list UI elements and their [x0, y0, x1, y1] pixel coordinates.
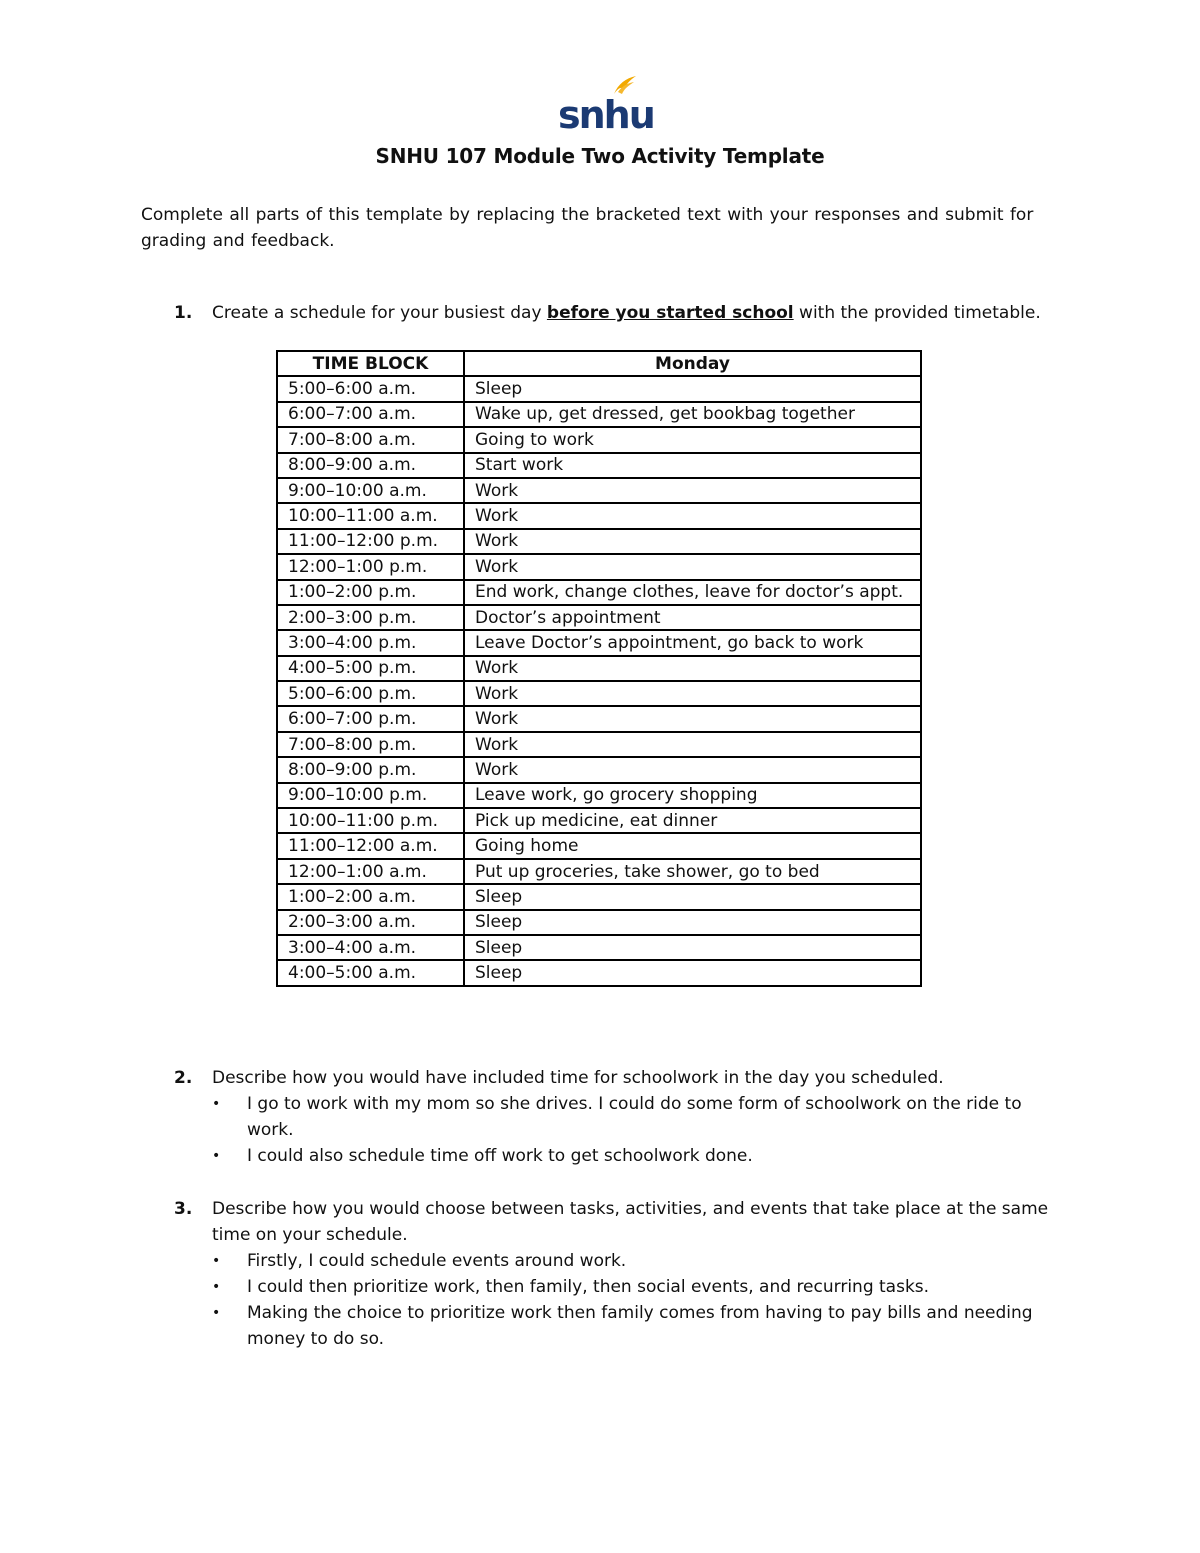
table-row — [277, 783, 921, 808]
table-row — [277, 402, 921, 427]
schedule-body — [277, 376, 921, 985]
column-header-day: Monday — [464, 351, 921, 376]
question-3 — [174, 1196, 1067, 1352]
column-header-time-block: TIME BLOCK — [277, 351, 464, 376]
time-block-cell: 10:00–11:00 p.m. — [277, 808, 464, 833]
activity-cell: Put up groceries, take shower, go to bed — [464, 859, 921, 884]
activity-cell: Work — [464, 757, 921, 782]
activity-cell: Work — [464, 503, 921, 528]
bullet-icon: • — [212, 1279, 221, 1295]
answer-text: I go to work with my mom so she drives. I could do some form of schoolwork on the ride to work. — [247, 1094, 1022, 1140]
table-row — [277, 503, 921, 528]
time-block-cell: 3:00–4:00 a.m. — [277, 935, 464, 960]
activity-cell: Pick up medicine, eat dinner — [464, 808, 921, 833]
question-text-part: Create a schedule for your busiest day — [212, 303, 547, 323]
activity-cell: Start work — [464, 453, 921, 478]
table-row — [277, 859, 921, 884]
time-block-cell: 3:00–4:00 p.m. — [277, 630, 464, 655]
answer-list — [212, 1248, 1067, 1352]
list-item — [212, 1274, 1067, 1300]
time-block-cell: 6:00–7:00 a.m. — [277, 402, 464, 427]
time-block-cell: 2:00–3:00 a.m. — [277, 910, 464, 935]
answer-text: I could then prioritize work, then family, then social events, and recurring tasks. — [247, 1277, 930, 1297]
table-row — [277, 910, 921, 935]
table-row — [277, 757, 921, 782]
document-title: SNHU 107 Module Two Activity Template — [375, 144, 825, 168]
table-row — [277, 706, 921, 731]
list-item — [212, 1143, 1067, 1169]
table-row — [277, 960, 921, 985]
time-block-cell: 1:00–2:00 a.m. — [277, 884, 464, 909]
time-block-cell: 12:00–1:00 a.m. — [277, 859, 464, 884]
activity-cell: Sleep — [464, 376, 921, 401]
activity-cell: Work — [464, 732, 921, 757]
table-row — [277, 427, 921, 452]
question-2 — [174, 1065, 1067, 1169]
table-row — [277, 453, 921, 478]
question-number: 3. — [174, 1199, 193, 1219]
bullet-icon: • — [212, 1148, 221, 1164]
time-block-cell: 1:00–2:00 p.m. — [277, 580, 464, 605]
table-row — [277, 732, 921, 757]
table-row — [277, 376, 921, 401]
table-row — [277, 554, 921, 579]
time-block-cell: 10:00–11:00 a.m. — [277, 503, 464, 528]
question-text: Describe how you would choose between tasks, activities, and events that take place at the same time on your schedule. — [212, 1199, 1049, 1245]
table-row — [277, 935, 921, 960]
activity-cell: Wake up, get dressed, get bookbag together — [464, 402, 921, 427]
activity-cell: Leave work, go grocery shopping — [464, 783, 921, 808]
time-block-cell: 9:00–10:00 a.m. — [277, 478, 464, 503]
answer-list — [212, 1091, 1067, 1169]
activity-cell: Work — [464, 529, 921, 554]
table-row — [277, 656, 921, 681]
intro-instructions: Complete all parts of this template by replacing the bracketed text with your responses and submit for grading and feedback. — [141, 205, 1034, 251]
time-block-cell: 12:00–1:00 p.m. — [277, 554, 464, 579]
time-block-cell: 4:00–5:00 p.m. — [277, 656, 464, 681]
table-row — [277, 529, 921, 554]
answer-text: Making the choice to prioritize work then family comes from having to pay bills and needing money to do so. — [247, 1303, 1033, 1349]
table-row — [277, 681, 921, 706]
table-row — [277, 630, 921, 655]
time-block-cell: 7:00–8:00 a.m. — [277, 427, 464, 452]
activity-cell: Leave Doctor’s appointment, go back to work — [464, 630, 921, 655]
question-number: 2. — [174, 1068, 193, 1088]
activity-cell: Work — [464, 656, 921, 681]
snhu-logo — [556, 72, 654, 137]
answer-text: Firstly, I could schedule events around work. — [247, 1251, 627, 1271]
time-block-cell: 11:00–12:00 p.m. — [277, 529, 464, 554]
activity-cell: Work — [464, 681, 921, 706]
answer-text: I could also schedule time off work to get schoolwork done. — [247, 1146, 753, 1166]
question-1 — [174, 300, 1062, 326]
activity-cell: Doctor’s appointment — [464, 605, 921, 630]
list-item — [212, 1091, 1067, 1143]
question-text — [212, 300, 1062, 326]
bullet-icon: • — [212, 1096, 221, 1112]
activity-cell: Sleep — [464, 935, 921, 960]
table-row — [277, 580, 921, 605]
time-block-cell: 7:00–8:00 p.m. — [277, 732, 464, 757]
activity-cell: Going to work — [464, 427, 921, 452]
time-block-cell: 8:00–9:00 p.m. — [277, 757, 464, 782]
activity-cell: Sleep — [464, 910, 921, 935]
question-number: 1. — [174, 303, 193, 323]
time-block-cell: 2:00–3:00 p.m. — [277, 605, 464, 630]
activity-cell: Going home — [464, 833, 921, 858]
table-row — [277, 605, 921, 630]
time-block-cell: 9:00–10:00 p.m. — [277, 783, 464, 808]
time-block-cell: 11:00–12:00 a.m. — [277, 833, 464, 858]
activity-cell: Work — [464, 478, 921, 503]
activity-cell: End work, change clothes, leave for doctor’s appt. — [464, 580, 921, 605]
bullet-icon: • — [212, 1253, 221, 1269]
activity-cell: Work — [464, 706, 921, 731]
svg-text:snhu: snhu — [558, 93, 654, 137]
table-row — [277, 884, 921, 909]
activity-cell: Sleep — [464, 884, 921, 909]
emphasized-phrase: before you started school — [546, 303, 794, 323]
time-block-cell: 5:00–6:00 a.m. — [277, 376, 464, 401]
table-row — [277, 833, 921, 858]
time-block-cell: 6:00–7:00 p.m. — [277, 706, 464, 731]
question-text: Describe how you would have included time for schoolwork in the day you scheduled. — [212, 1068, 944, 1088]
activity-cell: Work — [464, 554, 921, 579]
time-block-cell: 4:00–5:00 a.m. — [277, 960, 464, 985]
bullet-icon: • — [212, 1305, 221, 1321]
table-row — [277, 808, 921, 833]
activity-cell: Sleep — [464, 960, 921, 985]
time-block-cell: 5:00–6:00 p.m. — [277, 681, 464, 706]
table-header-row — [277, 351, 921, 376]
list-item — [212, 1248, 1067, 1274]
schedule-table — [276, 350, 922, 987]
time-block-cell: 8:00–9:00 a.m. — [277, 453, 464, 478]
question-text-part: with the provided timetable. — [793, 303, 1041, 323]
table-row — [277, 478, 921, 503]
list-item — [212, 1300, 1067, 1352]
